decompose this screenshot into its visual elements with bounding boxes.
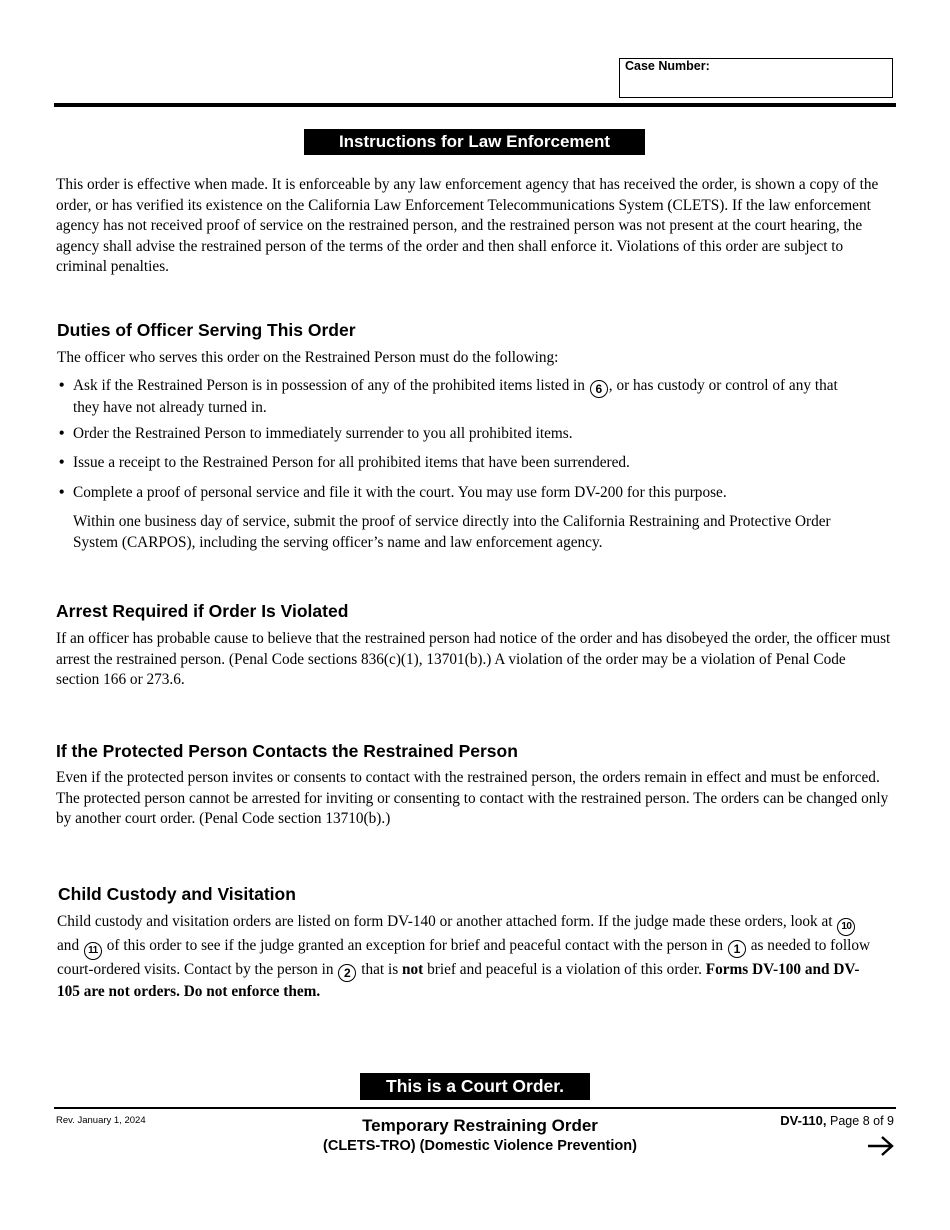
custody-emphasis-not: not bbox=[402, 961, 424, 978]
custody-text-7: brief and peaceful is a violation of this order. bbox=[427, 961, 702, 978]
item-number-badge: 11 bbox=[84, 942, 102, 960]
item-number-badge: 2 bbox=[338, 964, 356, 982]
custody-text-3: of this order to see if the judge granted an exception for brief and peaceful contact with the person in bbox=[106, 937, 724, 954]
right-arrow-icon[interactable] bbox=[866, 1135, 896, 1164]
header-rule bbox=[54, 103, 896, 107]
bullet-4-note: Within one business day of service, submit the proof of service directly into the California Restraining and Protective Order System (CARPOS), including the serving officer’s name and law enforcement agency. bbox=[73, 513, 831, 551]
custody-text-5: that is bbox=[361, 961, 399, 978]
instructions-banner: Instructions for Law Enforcement bbox=[304, 129, 645, 155]
bullet-1-text-b: , or has custody or control of any that they have not already turned in. bbox=[73, 377, 838, 416]
case-number-label: Case Number: bbox=[625, 59, 710, 73]
duties-heading: Duties of Officer Serving This Order bbox=[57, 320, 356, 340]
contact-heading: If the Protected Person Contacts the Restrained Person bbox=[56, 741, 518, 761]
bullet-dot: • bbox=[59, 425, 65, 442]
item-number-badge: 1 bbox=[728, 940, 746, 958]
bullet-1-text-a: Ask if the Restrained Person is in possession of any of the prohibited items listed in bbox=[73, 377, 585, 394]
duties-bullet-2 bbox=[59, 424, 859, 445]
contact-paragraph: Even if the protected person invites or consents to contact with the restrained person, the orders remain in effect and must be enforced. The protected person cannot be arrested for inviting or consenting to contact with the restrained person. The orders can be changed only by another court order. (Penal Code section 13710(b).) bbox=[56, 769, 889, 828]
court-order-banner: This is a Court Order. bbox=[360, 1073, 590, 1100]
bullet-3-text: Issue a receipt to the Restrained Person for all prohibited items that have been surrendered. bbox=[73, 454, 630, 471]
page-number: 8 bbox=[862, 1114, 870, 1128]
duties-lead: The officer who serves this order on the Restrained Person must do the following: bbox=[57, 349, 559, 366]
duties-bullet-4 bbox=[59, 483, 859, 504]
duties-bullet-3 bbox=[59, 453, 859, 474]
custody-text-4: as needed to follow court-ordered visits. Contact by the person in bbox=[57, 937, 871, 978]
page-indicator bbox=[780, 1113, 894, 1129]
arrest-paragraph: If an officer has probable cause to believe that the restrained person had notice of the order and has disobeyed the order, the officer must arrest the restrained person. (Penal Code sections 836(c)(1), 13701(b).) A violation of the order may be a violation of Penal Code section 166 or 273.6. bbox=[56, 630, 891, 689]
bullet-dot: • bbox=[59, 484, 65, 501]
bullet-2-text: Order the Restrained Person to immediately surrender to you all prohibited items. bbox=[73, 425, 573, 442]
item-number-badge: 10 bbox=[837, 918, 855, 936]
form-subtitle: (CLETS-TRO) (Domestic Violence Prevention) bbox=[323, 1138, 637, 1154]
form-title: Temporary Restraining Order bbox=[362, 1116, 598, 1135]
custody-heading: Child Custody and Visitation bbox=[58, 884, 296, 904]
duties-bullet-1 bbox=[59, 376, 859, 419]
custody-paragraph bbox=[57, 912, 873, 1003]
bullet-dot: • bbox=[59, 454, 65, 471]
page-prefix: Page bbox=[830, 1114, 860, 1128]
case-number-field[interactable] bbox=[619, 58, 893, 98]
form-id: DV-110, bbox=[780, 1113, 827, 1128]
intro-paragraph: This order is effective when made. It is enforceable by any law enforcement agency that has received the order, is shown a copy of the order, or has verified its existence on the California Law Enforcement Telecommunications System (CLETS). If the law enforcement agency has not received proof of service on the restrained person, and the restrained person was not present at the court hearing, the agency shall advise the restrained person of the terms of the order and then shall enforce it. Violations of this order are subject to criminal penalties. bbox=[56, 176, 879, 276]
bullet-dot: • bbox=[59, 377, 65, 394]
page-total: 9 bbox=[887, 1114, 894, 1128]
footer-rule bbox=[54, 1107, 896, 1109]
custody-text-1: Child custody and visitation orders are listed on form DV-140 or another attached form. If the judge made these orders, look at bbox=[57, 913, 833, 930]
bullet-4-text: Complete a proof of personal service and file it with the court. You may use form DV-200 for this purpose. bbox=[73, 484, 727, 501]
page-of: of bbox=[873, 1114, 884, 1128]
item-number-badge: 6 bbox=[590, 380, 608, 398]
revision-date: Rev. January 1, 2024 bbox=[56, 1115, 146, 1126]
custody-warning: Forms DV-100 and DV-105 are not orders. Do not enforce them. bbox=[57, 961, 860, 1000]
arrest-heading: Arrest Required if Order Is Violated bbox=[56, 601, 349, 621]
custody-text-2: and bbox=[57, 937, 80, 954]
